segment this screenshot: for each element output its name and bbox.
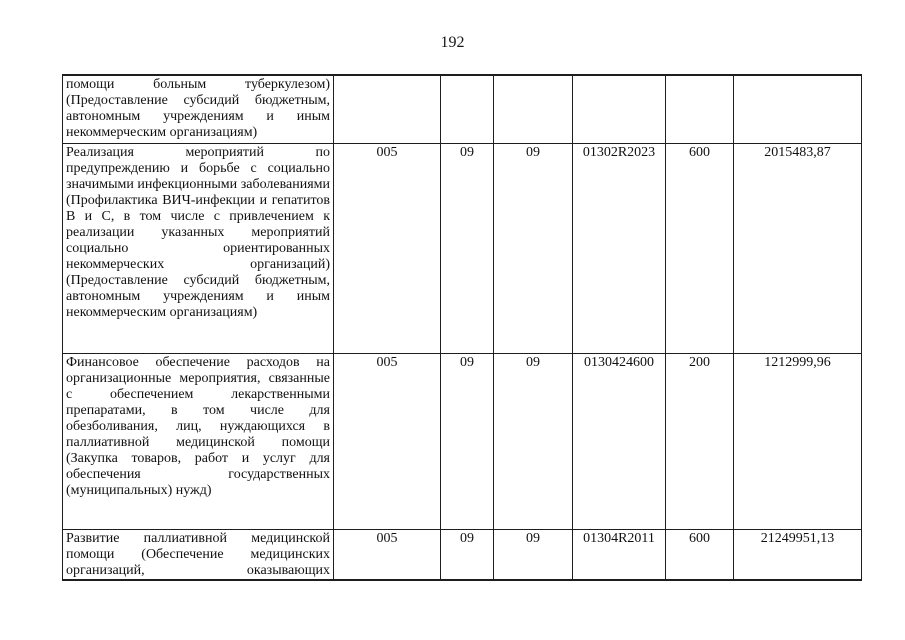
description-cell: Развитие паллиативной медицинской помощи (Обеспечение медицинских организаций, оказывающих: [63, 529, 334, 580]
table-row: [63, 353, 862, 529]
section-code-cell: 09: [441, 143, 494, 353]
section-code-cell: 09: [441, 353, 494, 529]
subsection-code-cell: 09: [494, 529, 573, 580]
subsection-code-cell: [494, 75, 573, 143]
amount-cell: 21249951,13: [734, 529, 862, 580]
grbs-code-cell: [334, 75, 441, 143]
grbs-code-cell: 005: [334, 529, 441, 580]
description-cell: помощи больным туберкулезом) (Предоставление субсидий бюджетным, автономным учреждениям и иным некоммерческим организациям): [63, 75, 334, 143]
grbs-code-cell: 005: [334, 353, 441, 529]
expense-type-cell: 600: [666, 143, 734, 353]
page-number: 192: [440, 34, 465, 51]
budget-table: [62, 74, 862, 581]
description-cell: Реализация мероприятий по предупреждению и борьбе с социально значимыми инфекционными заболеваниями (Профилактика ВИЧ-инфекции и гепатитов В и С, в том числе с привлечением к реализации указанных мероприятий социально ориентированных некоммерческих организаций) (Предоставление субсидий бюджетным, автономным учреждениям и иным некоммерческим организациям): [63, 143, 334, 353]
subsection-code-cell: 09: [494, 143, 573, 353]
expense-type-cell: [666, 75, 734, 143]
section-code-cell: [441, 75, 494, 143]
description-cell: Финансовое обеспечение расходов на организационные мероприятия, связанные с обеспечением лекарственными препаратами, в том числе для обезболивания, лиц, нуждающихся в паллиативной медицинской помощи (Закупка товаров, работ и услуг для обеспечения государственных (муниципальных) нужд): [63, 353, 334, 529]
grbs-code-cell: 005: [334, 143, 441, 353]
target-article-cell: 01304R2011: [573, 529, 666, 580]
expense-type-cell: 200: [666, 353, 734, 529]
amount-cell: [734, 75, 862, 143]
amount-cell: 2015483,87: [734, 143, 862, 353]
expense-type-cell: 600: [666, 529, 734, 580]
target-article-cell: 0130424600: [573, 353, 666, 529]
table-row: [63, 143, 862, 353]
amount-cell: 1212999,96: [734, 353, 862, 529]
subsection-code-cell: 09: [494, 353, 573, 529]
target-article-cell: [573, 75, 666, 143]
table-row: [63, 529, 862, 580]
table-row: [63, 75, 862, 143]
section-code-cell: 09: [441, 529, 494, 580]
target-article-cell: 01302R2023: [573, 143, 666, 353]
